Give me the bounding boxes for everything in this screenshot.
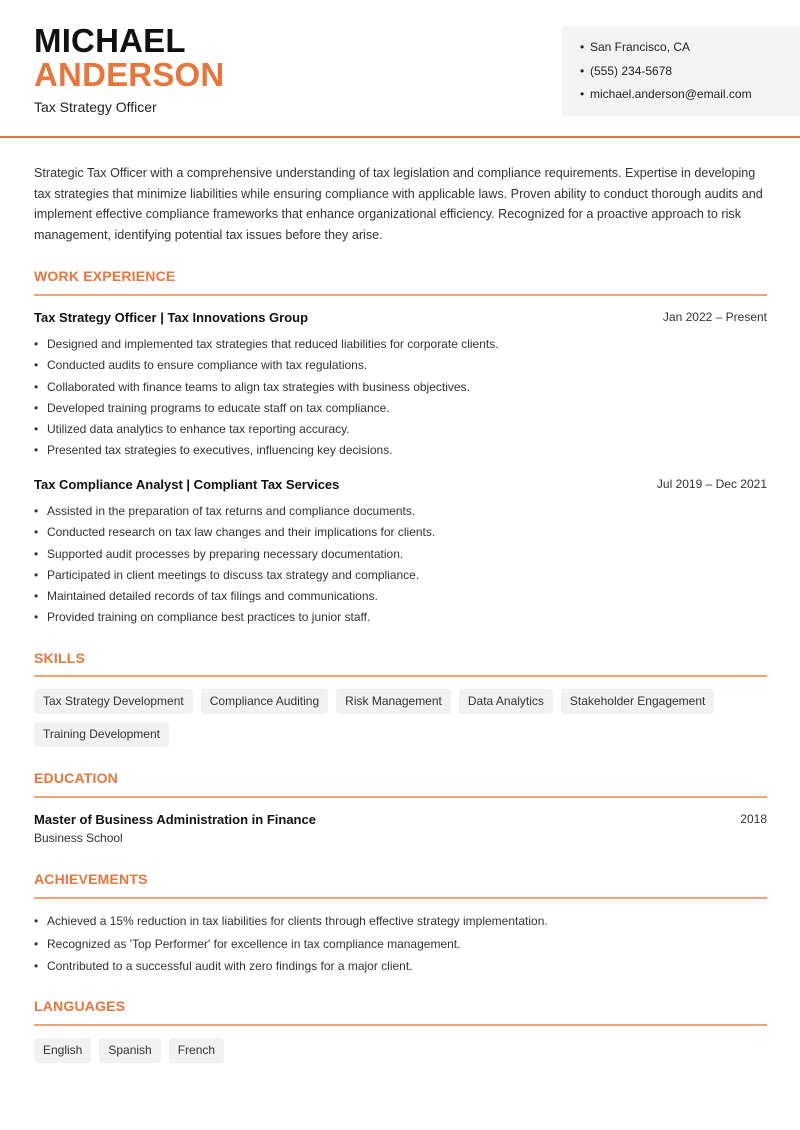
list-item: • Contributed to a successful audit with zero findings for a major client. <box>34 958 767 981</box>
job-title: Tax Strategy Officer <box>34 99 157 115</box>
first-name: MICHAEL <box>34 22 186 59</box>
list-item: • Developed training programs to educate staff on tax compliance. <box>34 400 767 421</box>
list-item: • Provided training on compliance best practices to junior staff. <box>34 609 767 630</box>
list-item: • Maintained detailed records of tax filings and communications. <box>34 588 767 609</box>
achievements-list <box>34 913 767 981</box>
list-item: • Presented tax strategies to executives, influencing key decisions. <box>34 442 767 463</box>
section-title-languages: LANGUAGES <box>34 998 126 1014</box>
job-date: Jan 2022 – Present <box>662 310 767 324</box>
list-item: • Conducted research on tax law changes and their implications for clients. <box>34 524 767 545</box>
languages-list <box>34 1038 774 1063</box>
section-divider <box>34 1024 767 1026</box>
job-position: Tax Strategy Officer | Tax Innovations Group <box>34 310 309 325</box>
job-position: Tax Compliance Analyst | Compliant Tax Services <box>34 477 340 492</box>
job-entry-header <box>34 477 767 495</box>
section-divider <box>34 675 767 677</box>
list-item: • Conducted audits to ensure compliance with tax regulations. <box>34 357 767 378</box>
list-item: • Designed and implemented tax strategies that reduced liabilities for corporate clients. <box>34 336 767 357</box>
section-title-work: WORK EXPERIENCE <box>34 268 176 284</box>
skill-tag: Data Analytics <box>459 689 553 714</box>
list-item: • Achieved a 15% reduction in tax liabilities for clients through effective strategy implementation. <box>34 913 767 936</box>
job-bullet-list <box>34 503 767 631</box>
language-tag: Spanish <box>99 1038 160 1063</box>
section-divider <box>34 897 767 899</box>
contact-location: • San Francisco, CA <box>580 38 800 62</box>
contact-email[interactable]: • michael.anderson@email.com <box>580 85 800 109</box>
list-item: • Recognized as 'Top Performer' for excellence in tax compliance management. <box>34 936 767 959</box>
skill-tag: Compliance Auditing <box>201 689 328 714</box>
skill-tag: Training Development <box>34 722 169 747</box>
job-date: Jul 2019 – Dec 2021 <box>656 477 767 491</box>
skill-tag: Risk Management <box>336 689 451 714</box>
section-divider <box>34 796 767 798</box>
section-divider <box>34 294 767 296</box>
last-name: ANDERSON <box>34 56 225 93</box>
list-item: • Participated in client meetings to discuss tax strategy and compliance. <box>34 567 767 588</box>
list-item: • Utilized data analytics to enhance tax reporting accuracy. <box>34 421 767 442</box>
list-item: • Supported audit processes by preparing necessary documentation. <box>34 546 767 567</box>
job-bullet-list <box>34 336 767 464</box>
professional-summary: Strategic Tax Officer with a comprehensive understanding of tax legislation and compliance requirements. Expertise in developing tax strategies that minimize liabilities while ensuring compliance with applicable laws. Proven ability to conduct thorough audits and implement effective compliance frameworks that enhance organizational efficiency. Recognized for a proactive approach to risk management, identifying potential tax issues before they arise. <box>34 166 763 243</box>
skills-list <box>34 689 774 747</box>
education-degree: Master of Business Administration in Finance <box>34 812 316 827</box>
resume-header <box>0 0 800 138</box>
language-tag: English <box>34 1038 91 1063</box>
skill-tag: Tax Strategy Development <box>34 689 193 714</box>
contact-phone: • (555) 234-5678 <box>580 62 800 86</box>
section-title-education: EDUCATION <box>34 770 118 786</box>
job-entry-header <box>34 310 767 328</box>
education-school: Business School <box>34 831 123 845</box>
contact-box <box>562 26 800 116</box>
skill-tag: Stakeholder Engagement <box>561 689 714 714</box>
list-item: • Collaborated with finance teams to align tax strategies with business objectives. <box>34 379 767 400</box>
language-tag: French <box>169 1038 224 1063</box>
section-title-skills: SKILLS <box>34 650 85 666</box>
section-title-achievements: ACHIEVEMENTS <box>34 871 148 887</box>
list-item: • Assisted in the preparation of tax returns and compliance documents. <box>34 503 767 524</box>
education-year: 2018 <box>740 812 767 826</box>
